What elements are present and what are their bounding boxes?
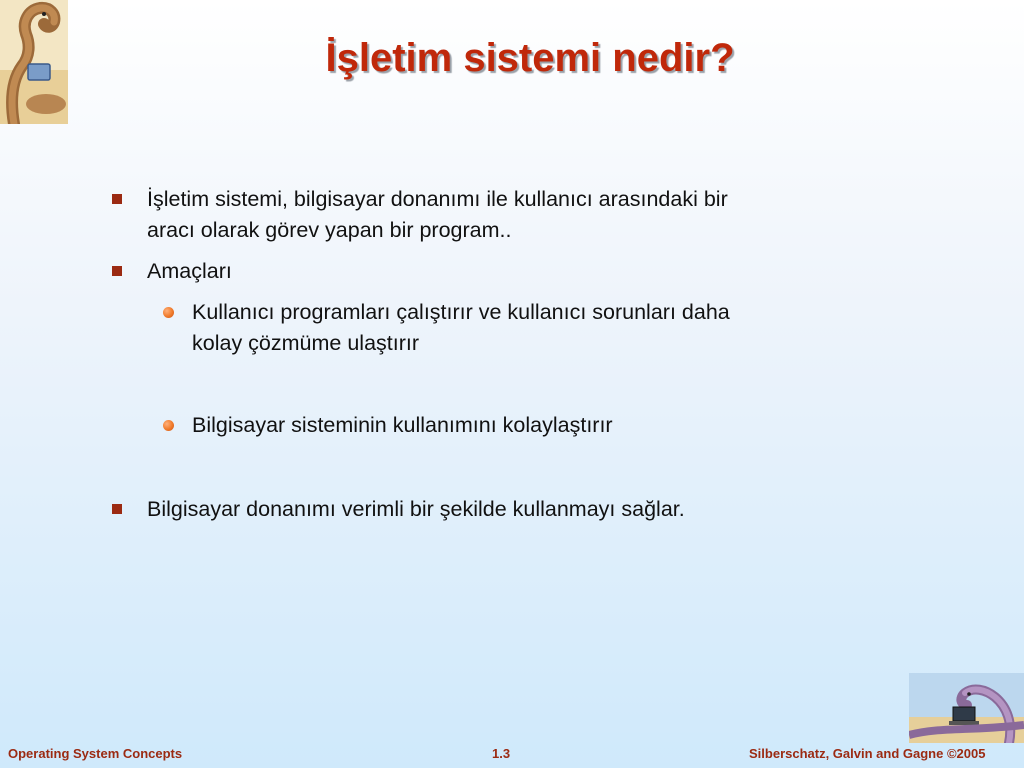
bullet-line: Amaçları (147, 259, 232, 283)
round-bullet-icon (163, 307, 174, 318)
footer-course-title: Operating System Concepts (8, 746, 183, 761)
bullet-line: Bilgisayar donanımı verimli bir şekilde kullanmayı sağlar. (147, 497, 685, 521)
square-bullet-icon (112, 266, 122, 276)
bullet-line: Bilgisayar sisteminin kullanımını kolaylaştırır (192, 413, 613, 437)
bullet-line: kolay çözmüme ulaştırır (192, 331, 420, 355)
square-bullet-icon (112, 194, 122, 204)
bullet-line: İşletim sistemi, bilgisayar donanımı ile kullanıcı arasındaki bir (147, 187, 728, 211)
bullet-item (147, 184, 728, 246)
slide-title: İşletim sistemi nedir? (325, 36, 735, 80)
square-bullet-icon (112, 504, 122, 514)
bullet-item (147, 494, 685, 525)
footer-copyright: Silberschatz, Galvin and Gagne ©2005 (749, 746, 986, 761)
sub-bullet-item (192, 297, 730, 359)
bullet-line: Kullanıcı programları çalıştırır ve kullanıcı sorunları daha (192, 300, 730, 324)
footer-slide-number: 1.3 (492, 746, 511, 761)
bullet-line: aracı olarak görev yapan bir program.. (147, 218, 512, 242)
dinosaur-laptop-icon (909, 673, 1024, 743)
sub-bullet-item (192, 410, 613, 441)
round-bullet-icon (163, 420, 174, 431)
bullet-item (147, 256, 232, 287)
